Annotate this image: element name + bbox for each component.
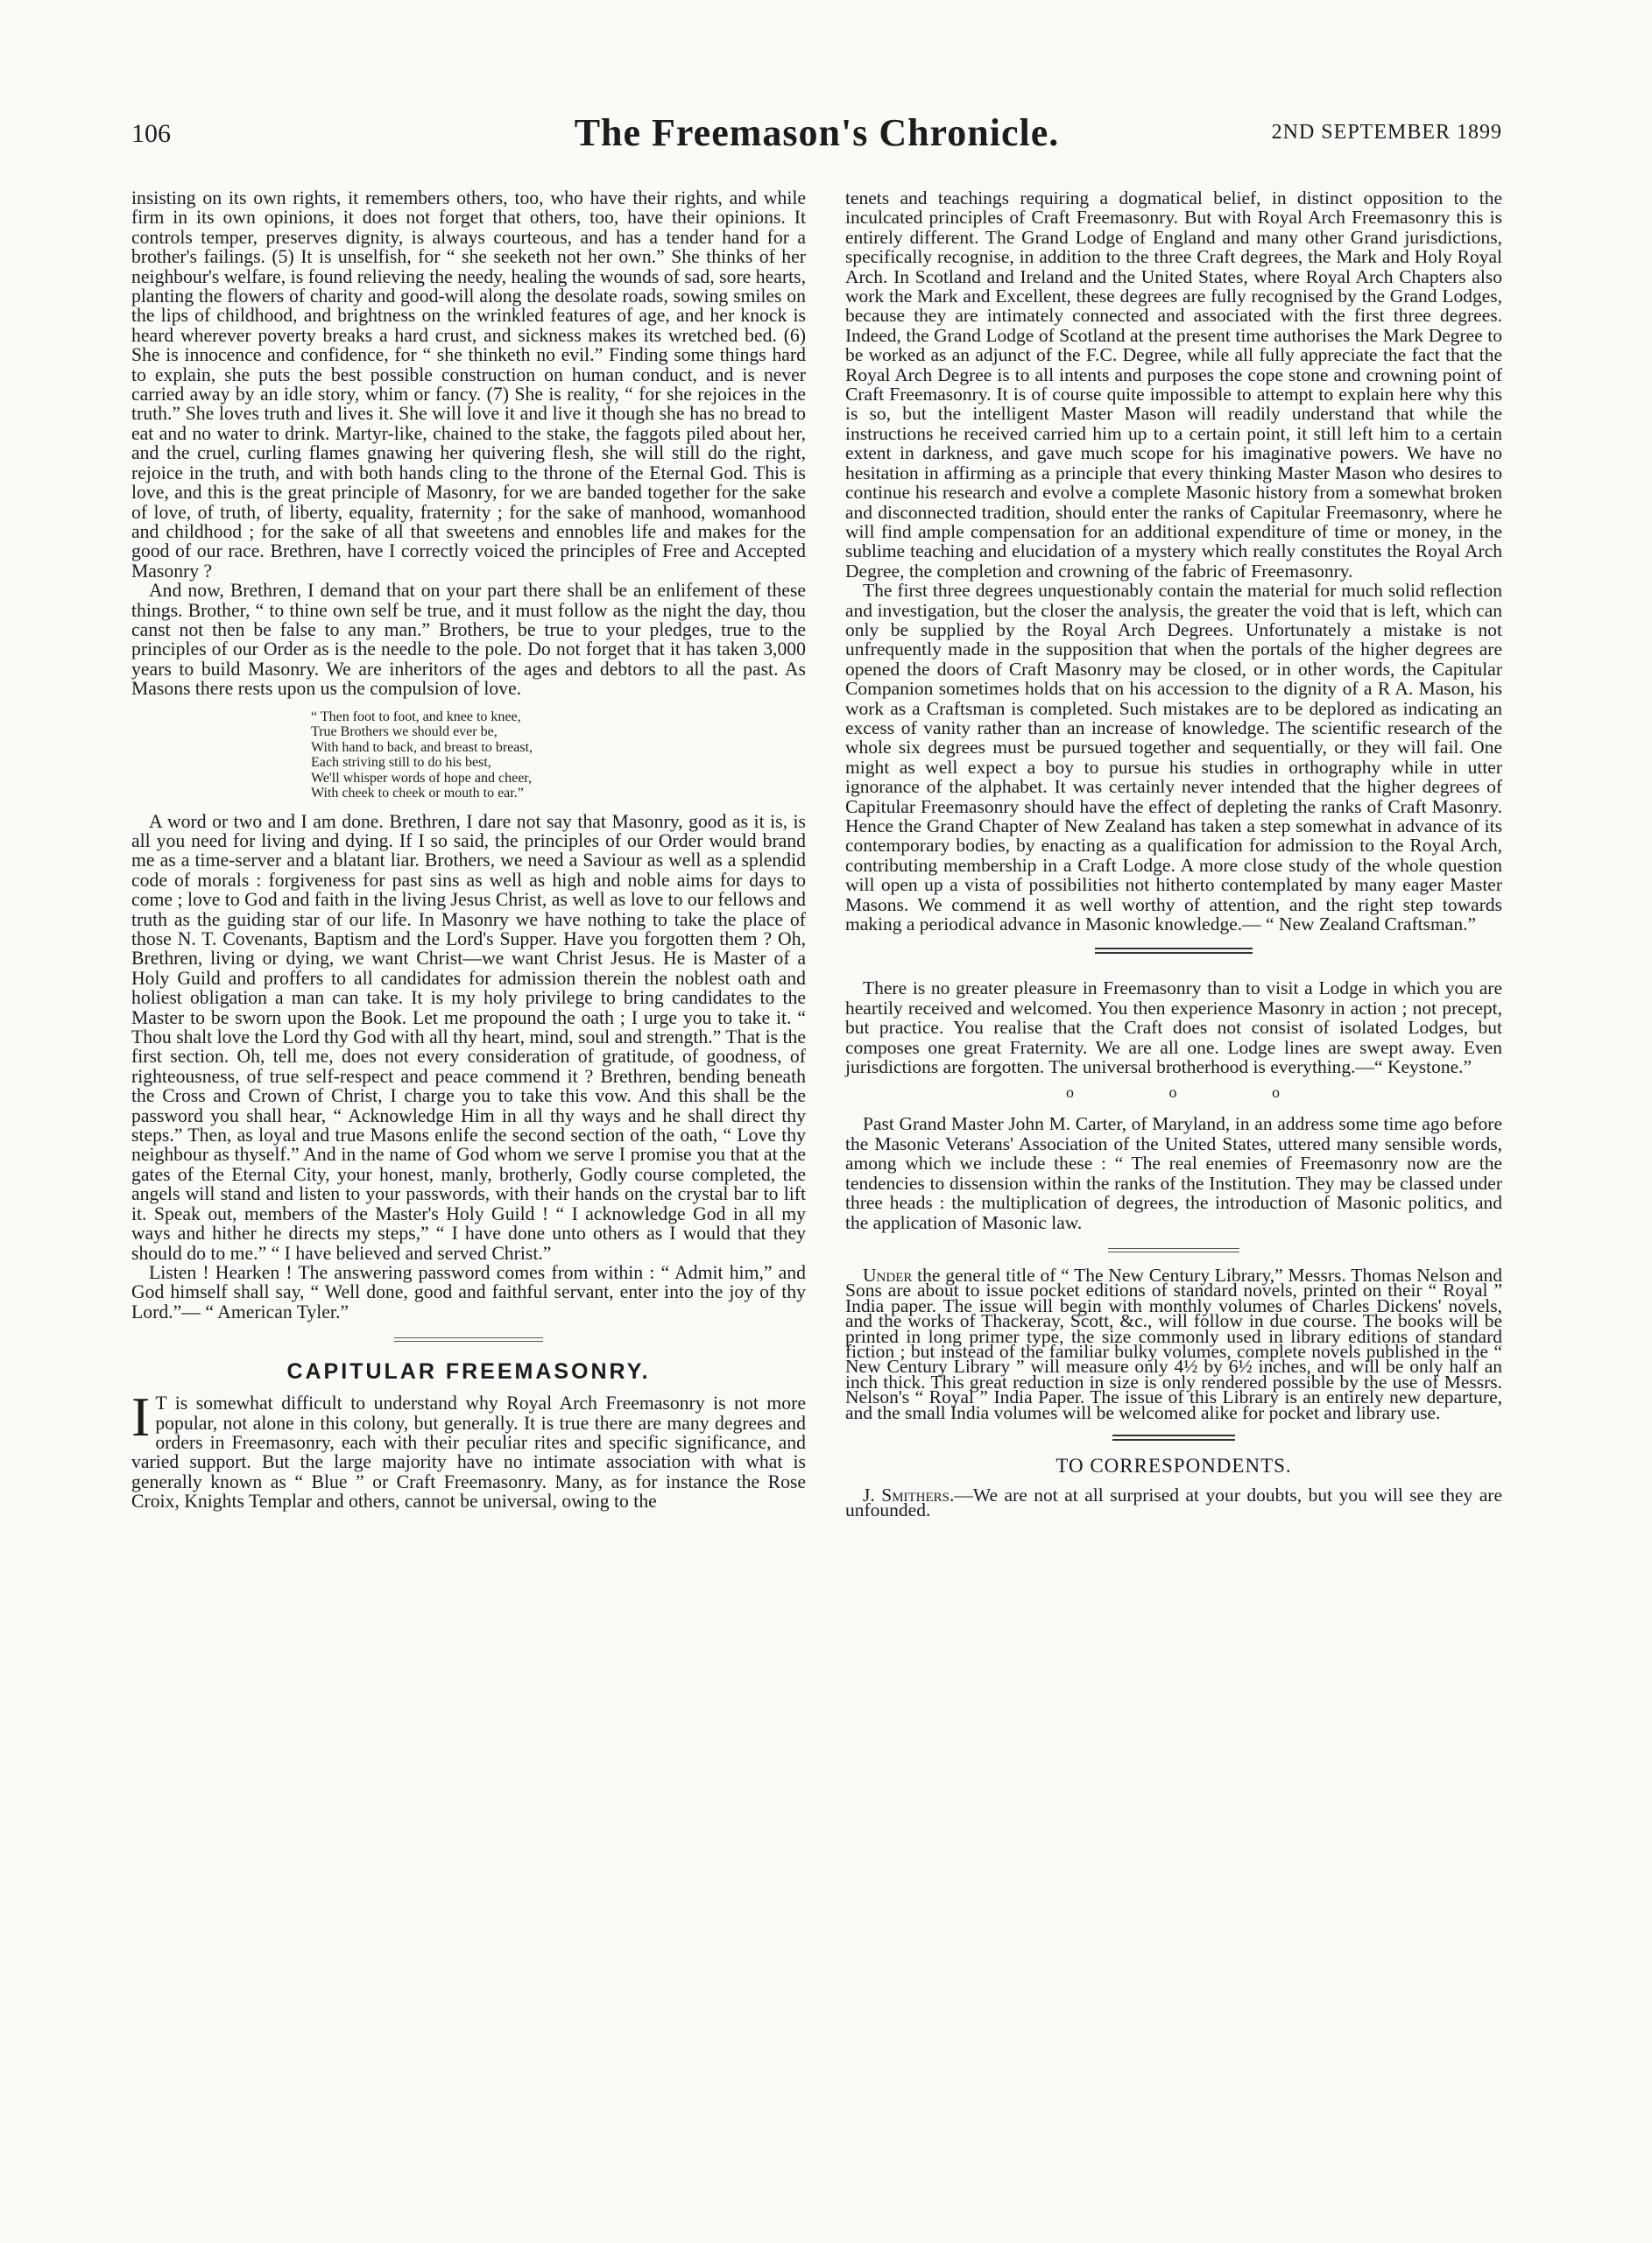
article-headline: CAPITULAR FREEMASONRY.: [286, 1359, 651, 1385]
ornament-dots: o o o: [1066, 1083, 1325, 1102]
carter-item: Past Grand Master John M. Carter, of Maryland, in an address some time ago before the Masonic Veterans' Association of the United States, uttered many sensible words, among which we include these : “ The real enemies of Freemasonry now are the tendencies to dissension within the ranks of the Institution. They may be classed under three heads : the multiplication of degrees, the introduction of Masonic politics, and the application of Masonic law.: [845, 1113, 1502, 1233]
capitular-article-continued: tenets and teachings requiring a dogmatical belief, in distinct opposition to the inculcated principles of Craft Freemasonry. But with Royal Arch Freemasonry this is entirely different. The Grand Lodge of England and many other Grand jurisdictions, specifically recognise, in addition to the three Craft degrees, the Mark and Holy Royal Arch. In Scotland and Ireland and the United States, where Royal Arch Chapters also work the Mark and Excellent, these degrees are fully recognised by the Grand Lodges, because they are intimately connected and associated with the first three degrees. Indeed, the Grand Lodge of Scotland at the present time authorises the Mark Degree to be worked as an adjunct of the F.C. Degree, while all fully appreciate the fact that the Royal Arch Degree is to all intents and purposes the cope stone and crowning point of Craft Freemasonry. It is of course quite impossible to attempt to explain here why this is so, but the intelligent Master Mason will readily understand that while the instructions he received carried him up to a certain point, it still left him to a certain extent in darkness, and gave much scope for his imaginative powers. We have no hesitation in affirming as a principle that every thinking Master Mason who desires to continue his research and evolve a complete Masonic history from a somewhat broken and disconnected tradition, should enter the ranks of Capitular Freemasonry, where he will find ample compensation for an additional expenditure of time or money, in the sublime teaching and elucidation of a mystery which really constitutes the Royal Arch Degree, the completion and crowning of the fabric of Freemasonry.: [845, 187, 1502, 582]
drop-cap: I: [131, 1386, 151, 1449]
correspondents-note: [845, 1484, 1502, 1521]
new-century-library-item: [845, 1264, 1502, 1423]
left-column: [131, 188, 806, 1512]
page-number: 106: [131, 119, 171, 148]
item-text: the general title of “ The New Century Library,” Messrs. Thomas Nelson and Sons are about to issue pocket editions of standard novels, printed on their “ Royal ” India paper. The issue will begin with monthly volumes of Charles Dickens' novels, and the works of Thackeray, Scott, &c., will follow in due course. The books will be printed in long primer type, the size commonly used in library editions of standard fiction ; but instead of the familiar bulky volumes, complete novels published in the “ New Century Library ” will measure only 4½ by 6½ inches, and will be only half an inch thick. This great reduction in size is only rendered possible by the use of Messrs. Nelson's “ Royal ” India Paper. The issue of this Library is an entirely new departure, and the small India volumes will be welcomed alike for pocket and library use.: [845, 1264, 1502, 1423]
poem-line: “ Then foot to foot, and knee to knee,: [311, 709, 521, 724]
issue-date: 2ND SEPTEMBER 1899: [1271, 121, 1502, 144]
masthead-title: The Freemason's Chronicle.: [574, 111, 1060, 154]
poem-line: True Brothers we should ever be,: [311, 724, 498, 740]
love-article-paragraph: And now, Brethren, I demand that on your part there shall be an enlifement of these things. Brother, “ to thine own self be true, and it must follow as the night the day, thou canst not then be false to any man.” Brothers, be true to your pledges, true to the principles of our Order as is the needle to the pole. Do not forget that it has taken 3,000 years to build Masonry. We are inheritors of the ages and debtors to all the past. As Masons there rests upon us the compulsion of love.: [131, 580, 806, 700]
poem-line: With hand to back, and breast to breast,: [311, 739, 533, 755]
correspondent-name: J. Smithers.: [863, 1484, 955, 1506]
page-header: [131, 110, 1502, 154]
section-divider: [1112, 1435, 1235, 1441]
section-divider: [394, 1337, 543, 1342]
correspondent-reply: —We are not at all surprised at your doubts, but you will see they are unfounded.: [845, 1484, 1502, 1521]
keystone-item: There is no greater pleasure in Freemasonry than to visit a Lodge in which you are heartily received and welcomed. You then experience Masonry in action ; not precept, but practice. You realise that the Craft does not consist of isolated Lodges, but composes one great Fraternity. We are all one. Lodge lines are swept away. Even jurisdictions are forgotten. The universal brotherhood is everything.—“ Keystone.”: [845, 977, 1502, 1078]
right-column: [845, 188, 1502, 1519]
capitular-article-opening: [131, 1386, 806, 1513]
poem-stanza: [311, 709, 806, 801]
correspondents-heading: TO CORRESPONDENTS.: [1055, 1454, 1292, 1477]
love-article-closing: Listen ! Hearken ! The answering password comes from within : “ Admit him,” and God himself shall say, “ Well done, good and faithful servant, enter into the joy of thy Lord.”— “ American Tyler.”: [131, 1261, 806, 1323]
section-divider: [1108, 1248, 1239, 1252]
section-divider: [1095, 948, 1253, 954]
love-article-paragraph: A word or two and I am done. Brethren, I dare not say that Masonry, good as it is, is all you need for living and dying. If I so said, the principles of our Order would brand me as a time-server and a blatant liar. Brothers, we need a Saviour as well as a splendid code of morals : forgiveness for past sins as well as high and noble aims for days to come ; love to God and faith in the living Jesus Christ, as well as love to our fellows and truth as the guiding star of our life. In Masonry we have nothing to take the place of those N. T. Covenants, Baptism and the Lord's Supper. Have you forgotten them ? Oh, Brethren, living or dying, we want Christ—we want Christ Jesus. He is Master of a Holy Guild and proffers to all candidates for admission therein the noblest oath and holiest obligation a man can take. It is my holy privilege to bring candidates to the Master to be sworn upon the Book. Let me propound the oath ; I urge you to take it. “ Thou shalt love the Lord thy God with all thy heart, mind, soul and strength.” That is the first section. Oh, tell me, does not every consideration of gratitude, of goodness, of righteousness, of true self-respect and peace commend it ? Brethren, bending beneath the Cross and Crown of Christ, I charge you to take this vow. And this shall be the password you shall hear, “ Acknowledge Him in all thy ways and he shall direct thy steps.” Then, as loyal and true Masons enlife the second section of the oath, “ Love thy neighbour as thyself.” And in the name of God whom we serve I promise you that at the gates of the Eternal City, your honest, manly, brotherly, Godly course completed, the angels will stand and listen to your passwords, with their hands on the crystal bar to lift it. Speak out, members of the Master's Holy Guild ! “ I acknowledge God in all my ways and hither he directs my steps,” “ I have done unto others as I would that they should do to me.” “ I have believed and served Christ.”: [131, 810, 806, 1264]
poem-line: With cheek to cheek or mouth to ear.”: [311, 786, 524, 801]
item-lead-word: Under: [863, 1264, 913, 1286]
poem-line: We'll whisper words of hope and cheer,: [311, 770, 532, 786]
capitular-article-text: T is somewhat difficult to understand why Royal Arch Freemasonry is not more popular, not alone in this colony, but generally. It is true there are many degrees and orders in Freemasonry, each with their peculiar rites and specific significance, and varied support. But the large majority have no intimate association with what is generally known as “ Blue ” or Craft Freemasonry. Many, as for instance the Rose Croix, Knights Templar and others, cannot be universal, owing to the: [131, 1393, 806, 1513]
capitular-article-paragraph: The first three degrees unquestionably contain the material for much solid reflection and investigation, but the closer the analysis, the greater the void that is left, which can only be supplied by the Royal Arch Degrees. Unfortunately a mistake is not unfrequently made in the supposition that when the portals of the higher degrees are opened the doors of Craft Masonry may be closed, or in other words, the Capitular Companion sometimes holds that on his accession to the dignity of a R A. Mason, his work as a Craftsman is completed. Such mistakes are to be deplored as indicating an excess of vanity rather than an increase of knowledge. The scientific research of the whole six degrees must be pursued together and sequentially, or they will fail. One might as well expect a boy to pursue his studies in orthography while in utter ignorance of the alphabet. It was certainly never intended that the higher degrees of Capitular Freemasonry should have the effect of depleting the ranks of Craft Masonry. Hence the Grand Chapter of New Zealand has taken a step somewhat in advance of its contemporary bodies, by enacting as a qualification for admission to the Royal Arch, contributing membership in a Craft Lodge. A more close study of the whole question will open up a vista of possibilities not hitherto contemplated by many eager Master Masons. We commend it as well worthy of attention, and the right step towards making a periodical advance in Masonic knowledge.— “ New Zealand Craftsman.”: [845, 580, 1502, 935]
poem-line: Each striving still to do his best,: [311, 755, 491, 771]
love-article-continued: insisting on its own rights, it remembers others, too, who have their rights, and while firm in its own opinions, it does not forget that others, too, have their opinions. It controls temper, preserves dignity, is always courteous, and has a tender hand for a brother's failings. (5) It is unselfish, for “ she seeketh not her own.” She thinks of her neighbour's welfare, is found relieving the needy, healing the wounds of sad, sore hearts, planting the flowers of charity and good-will along the desolate roads, sowing smiles on the lips of childhood, and brightness on the wrinkled features of age, and her knock is heard wherever poverty breaks a hard crust, and sickness makes its wretched bed. (6) She is innocence and confidence, for “ she thinketh no evil.” Finding some things hard to explain, she puts the best possible construction on human conduct, and is never carried away by an idle story, whim or fancy. (7) She is reality, “ for she rejoices in the truth.” She loves truth and lives it. She will love it and live it though she has no bread to eat and no water to drink. Martyr-like, chained to the stake, the faggots piled about her, and the cruel, curling flames gnawing her quivering flesh, she will still do the right, rejoice in the truth, and with both hands cling to the throne of the Eternal God. This is love, and this is the great principle of Masonry, for we are banded together for the sake of love, of truth, of liberty, equality, fraternity ; for the sake of manhood, womanhood and childhood ; for the sake of all that sweetens and ennobles life and makes for the good of our race. Brethren, have I correctly voiced the principles of Free and Accepted Masonry ?: [131, 187, 806, 582]
